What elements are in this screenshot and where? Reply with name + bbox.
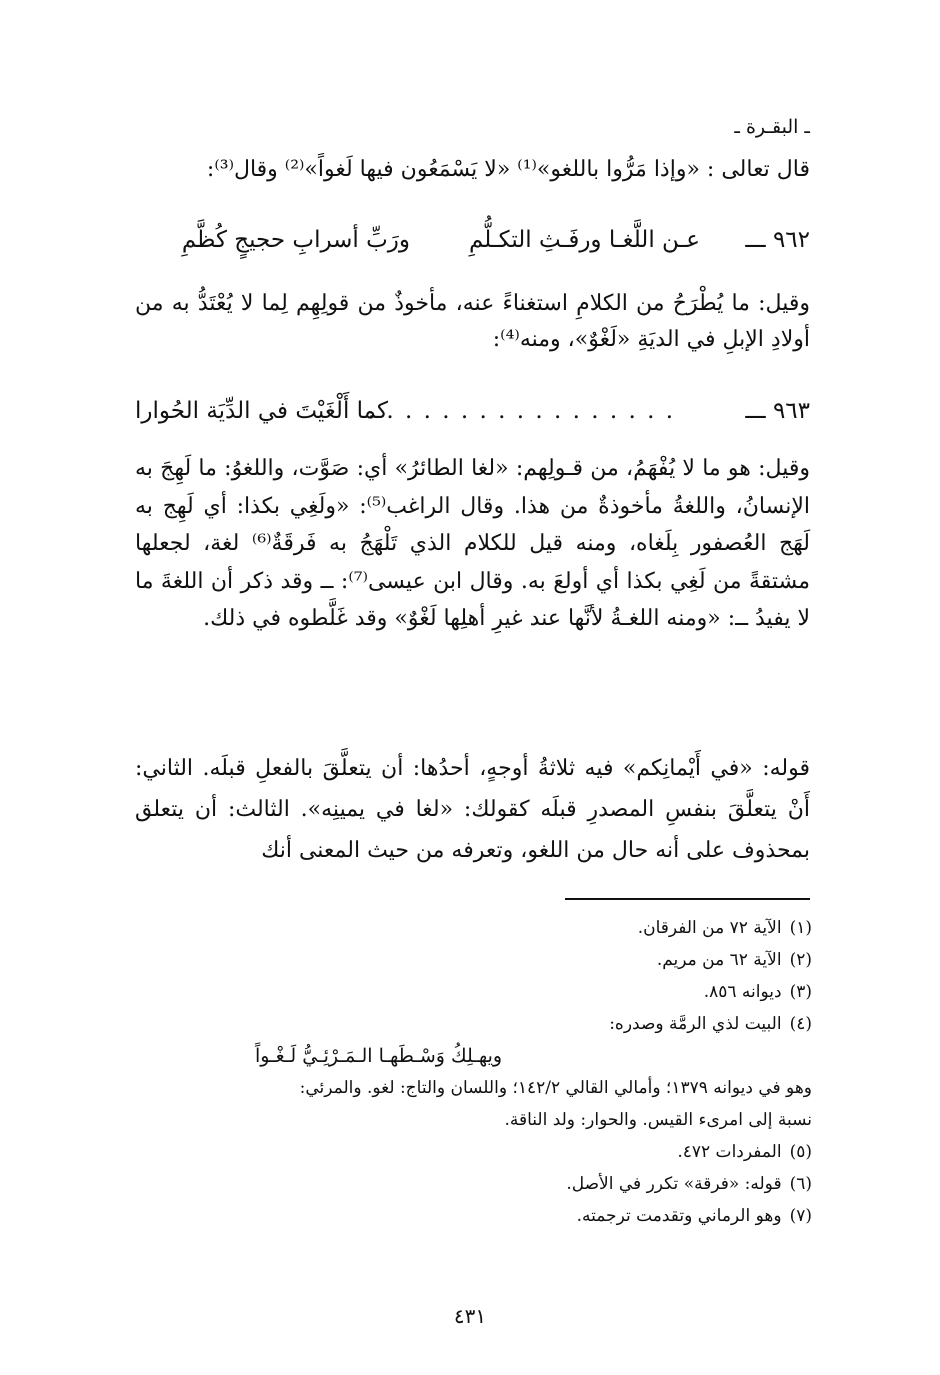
- running-header: ـ البقـرة ـ: [734, 116, 810, 138]
- footnote-3: [130, 976, 812, 1008]
- paragraph-grammar: قوله: «في أَيْمانِكم» فيه ثلاثةُ أوجهٍ، أحدُها: أن يتعلَّقَ بالفعلِ قبلَه. الثاني: أَنْ يتعلَّقَ بنفسِ المصدرِ قبلَه كقولك: «لغا في يمينِه». الثالث: أن يتعلق بمحذوف على أنه حال من اللغو، وتعرفه من حيث المعنى أنك: [135, 756, 810, 863]
- footnote-7: [130, 1200, 812, 1232]
- verse-elided-hemistich: . . . . . . . . . . . . . . . . .: [367, 398, 675, 424]
- footnote-2: [130, 944, 812, 976]
- paragraph-definition: وقيل: ما يُطْرَحُ من الكلامِ استغناءً عنه، مأخوذٌ من قولِهِم لِما لا يُعْتَدُّ به من أولادِ الإبلِ في الديَةِ «لَغْوٌ»، ومنه⁽⁴⁾:: [135, 291, 810, 352]
- footnote-number: (١): [789, 918, 812, 938]
- verse-963: [135, 393, 810, 429]
- footnotes: [130, 912, 812, 1232]
- footnote-number: (٥): [789, 1142, 812, 1162]
- footnote-number: (٧): [789, 1206, 812, 1226]
- footnote-number: (٣): [789, 982, 812, 1002]
- footnote-text: الآية ٦٢ من مريم.: [656, 950, 782, 970]
- footnote-4-continuation: نسبة إلى امرىء القيس. والحوار: ولد الناقة.: [504, 1110, 812, 1130]
- verse-first-hemistich: ورَبِّ أسرابِ حجيجٍ كُظَّمِ: [181, 227, 410, 253]
- verse-second-hemistich: كما أَلْغَيْتَ في الدِّيَة الحُوارا: [135, 398, 388, 424]
- footnote-text: البيت لذي الرمَّة وصدره:: [609, 1014, 782, 1034]
- footnote-1: [130, 912, 812, 944]
- footnote-number: (٢): [789, 950, 812, 970]
- footnote-number: (٤): [789, 1014, 812, 1034]
- footnote-text: قوله: «فرقة» تكرر في الأصل.: [566, 1174, 782, 1194]
- footnote-4-poem-line: ويهـلِكُ وَسْـطَهـا الـمَـرْئِـيُّ لَـغْـواً: [255, 1045, 503, 1067]
- footnote-4: [130, 1008, 812, 1040]
- verse-number: ٩٦٣ ـــ: [745, 398, 810, 424]
- paragraph-quran-citation: قال تعالى : «وإذا مَرُّوا باللغو»⁽¹⁾ «لا يَسْمَعُون فيها لَغواً»⁽²⁾ وقال⁽³⁾:: [206, 157, 810, 182]
- footnote-4-continuation: وهو في ديوانه ١٣٧٩؛ وأمالي القالي ١٤٢/٢؛ واللسان والتاج: لغو. والمرئي:: [299, 1078, 812, 1098]
- page-number: ٤٣١: [453, 1304, 487, 1328]
- footnote-number: (٦): [789, 1174, 812, 1194]
- footnote-text: ديوانه ٨٥٦.: [703, 982, 782, 1002]
- verse-second-hemistich: عـن اللَّغـا ورفَـثِ التكـلُّمِ: [469, 227, 700, 253]
- verse-962: [135, 222, 810, 258]
- footnote-separator: [565, 898, 810, 900]
- footnote-text: الآية ٧٢ من الفرقان.: [637, 918, 782, 938]
- footnote-5: [130, 1136, 812, 1168]
- footnote-text: وهو الرماني وتقدمت ترجمته.: [576, 1206, 782, 1226]
- verse-number: ٩٦٢ ـــ: [745, 227, 810, 253]
- paragraph-etymology: وقيل: هو ما لا يُفْهَمُ، من قـولِهم: «لغا الطائرُ» أي: صَوَّت، واللغوُ: ما لَهِجَ به الإنسانُ، واللغةُ مأخوذةٌ من هذا. وقال الراغب⁽⁵⁾: «ولَغِي بكذا: أي لَهِج به لَهَج العُصفور بِلَغاه، ومنه قيل للكلام الذي تَلْهَجُ به فَرقَةٌ⁽⁶⁾ لغة، لجعلها مشتقةً من لَغِي بكذا أي أولعَ به. وقال ابن عيسى⁽⁷⁾: ــ وقد ذكر أن اللغةَ ما لا يفيدُ ــ: «ومنه اللغـةُ لأنَّها عند غيرِ أهلِها لَغْوٌ» وقد غَلَّطوه في ذلك.: [135, 456, 811, 631]
- footnote-6: [130, 1168, 812, 1200]
- footnote-text: المفردات ٤٧٢.: [677, 1142, 782, 1162]
